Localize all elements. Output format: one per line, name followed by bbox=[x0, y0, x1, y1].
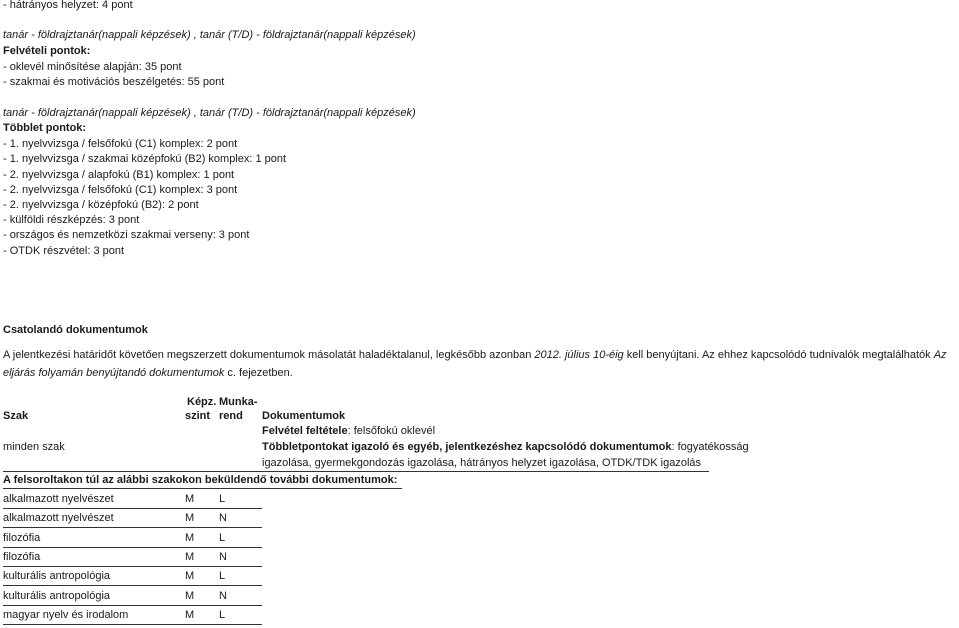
row-divider bbox=[3, 624, 262, 625]
text-line: - 1. nyelvvizsga / felsőfokú (C1) komplex: 2 pont bbox=[3, 138, 238, 150]
major-name: alkalmazott nyelvészet bbox=[3, 512, 114, 524]
extra-points-label: Többletpontokat igazoló és egyéb, jelentkezéshez kapcsolódó dokumentumok bbox=[262, 441, 672, 453]
major-name: magyar nyelv és irodalom bbox=[3, 609, 129, 621]
row-divider bbox=[3, 508, 262, 509]
text-line: - szakmai és motivációs beszélgetés: 55 pont bbox=[3, 76, 225, 88]
level-value: M bbox=[185, 551, 195, 563]
level-value: M bbox=[185, 570, 195, 582]
major-name: kulturális antropológia bbox=[3, 590, 111, 602]
schedule-value: N bbox=[219, 590, 227, 602]
divider bbox=[3, 488, 402, 489]
schedule-value: L bbox=[219, 609, 226, 621]
felvetel-value: : felsőfokú oklevél bbox=[347, 425, 436, 437]
chapter-reference: Az eljárás folyamán benyújtandó dokumentumok bbox=[3, 349, 947, 379]
extra-points-value-cont: igazolása, gyermekgondozás igazolása, hátrányos helyzet igazolása, OTDK/TDK igazolás bbox=[262, 457, 702, 469]
col-header-szint: szint bbox=[185, 410, 211, 422]
schedule-value: L bbox=[219, 493, 226, 505]
level-value: M bbox=[185, 590, 195, 602]
col-header-kepz: Képz. bbox=[187, 396, 217, 408]
major-name: filozófia bbox=[3, 532, 41, 544]
row-divider bbox=[3, 566, 262, 567]
text-line: - hátrányos helyzet: 4 pont bbox=[3, 0, 133, 11]
text-line: - 1. nyelvvizsga / szakmai középfokú (B2) komplex: 1 pont bbox=[3, 153, 287, 165]
extra-points-docs bbox=[262, 441, 749, 454]
major-name: alkalmazott nyelvészet bbox=[3, 493, 114, 505]
text-line: - 2. nyelvvizsga / felsőfokú (C1) komplex: 3 pont bbox=[3, 184, 238, 196]
section-label: Többlet pontok: bbox=[3, 122, 87, 134]
level-value: M bbox=[185, 493, 195, 505]
col-header-szak: Szak bbox=[3, 410, 29, 422]
program-title: tanár - földrajztanár(nappali képzések) , tanár (T/D) - földrajztanár(nappali képzések) bbox=[3, 107, 416, 119]
col-header-munka: Munka- bbox=[219, 396, 258, 408]
schedule-value: L bbox=[219, 532, 226, 544]
row-divider bbox=[3, 585, 262, 586]
text-line: - országos és nemzetközi szakmai verseny: 3 pont bbox=[3, 229, 250, 241]
divider bbox=[3, 471, 709, 472]
docs-text: c. fejezetben. bbox=[224, 367, 293, 379]
col-header-dokumentumok: Dokumentumok bbox=[262, 410, 346, 422]
row-divider bbox=[3, 527, 262, 528]
schedule-value: L bbox=[219, 570, 226, 582]
text-line: - oklevél minősítése alapján: 35 pont bbox=[3, 61, 182, 73]
text-line: - külföldi részképzés: 3 pont bbox=[3, 214, 140, 226]
extra-points-value: : fogyatékosság bbox=[671, 441, 749, 453]
row-divider bbox=[3, 605, 262, 606]
schedule-value: N bbox=[219, 512, 227, 524]
deadline-date: 2012. július 10-éig bbox=[534, 349, 624, 361]
major-name: filozófia bbox=[3, 551, 41, 563]
level-value: M bbox=[185, 609, 195, 621]
felvetel-label: Felvétel feltétele bbox=[262, 425, 348, 437]
text-line: - 2. nyelvvizsga / középfokú (B2): 2 pont bbox=[3, 199, 199, 211]
docs-text: kell benyújtani. Az ehhez kapcsolódó tudnivalók megtalálhatók bbox=[623, 349, 934, 361]
major-name: kulturális antropológia bbox=[3, 570, 111, 582]
section-heading: Csatolandó dokumentumok bbox=[3, 324, 148, 336]
text-line: - OTDK részvétel: 3 pont bbox=[3, 245, 125, 257]
col-header-rend: rend bbox=[219, 410, 243, 422]
all-majors-label: minden szak bbox=[3, 441, 65, 453]
level-value: M bbox=[185, 512, 195, 524]
docs-text: A jelentkezési határidőt követően megszerzett dokumentumok másolatát haladéktalanul, legkésőbb azonban bbox=[3, 349, 535, 361]
schedule-value: N bbox=[219, 551, 227, 563]
row-divider bbox=[3, 547, 262, 548]
section-label: Felvételi pontok: bbox=[3, 45, 91, 57]
text-line: - 2. nyelvvizsga / alapfokú (B1) komplex: 1 pont bbox=[3, 169, 235, 181]
felvetel-condition bbox=[262, 425, 435, 438]
extra-docs-heading: A felsoroltakon túl az alábbi szakokon beküldendő további dokumentumok: bbox=[3, 474, 398, 486]
level-value: M bbox=[185, 532, 195, 544]
program-title: tanár - földrajztanár(nappali képzések) , tanár (T/D) - földrajztanár(nappali képzések) bbox=[3, 29, 416, 41]
